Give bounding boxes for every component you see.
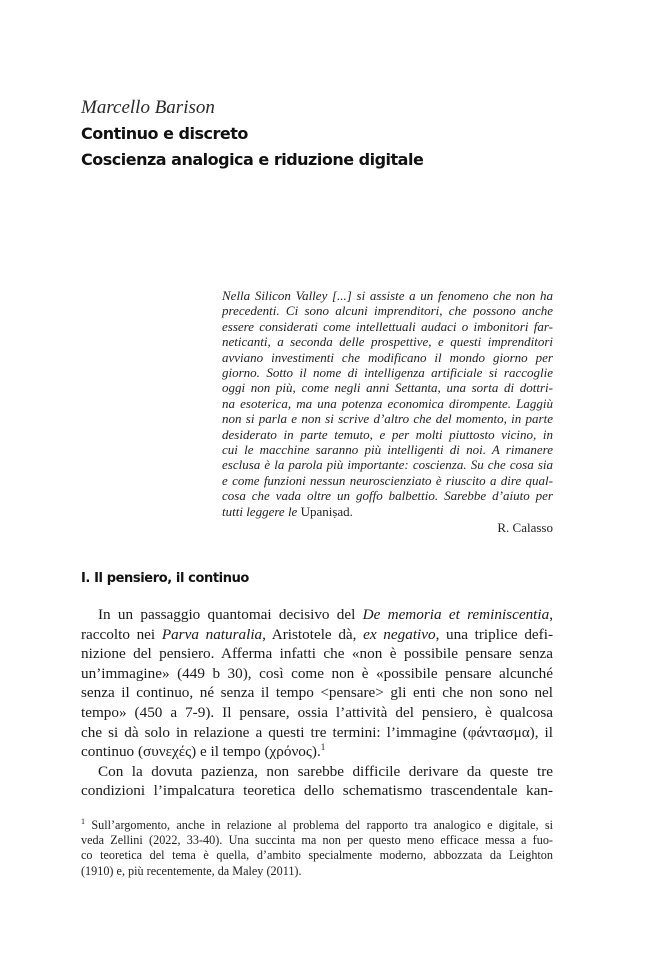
footnote-line: co teoretica del tema è quella, d’ambito specialmente moderno, abbozzata da Leighton — [81, 848, 553, 863]
epigraph-line: esclusa è la parola più importante: coscienza. Su che cosa sia — [222, 457, 553, 473]
body-line: Con la dovuta pazienza, non sarebbe difficile derivare da queste tre — [98, 762, 553, 780]
epigraph-line: non si parla e non si scrive d’altro che del momento, in parte — [222, 411, 553, 427]
epigraph-attribution: R. Calasso — [497, 520, 553, 535]
latin-phrase: ex negativo — [363, 625, 436, 643]
epigraph-line: essere considerati come intellettuali audaci o imbonitori far- — [222, 318, 553, 334]
body-line: condizioni l’impalcatura teoretica dello schematismo trascendentale kan- — [81, 782, 553, 800]
body-line: tempo» (450 a 7-9). Il pensare, ossia l’attività del pensiero, è qualcosa — [81, 703, 553, 721]
epigraph-line: giorno. Sotto il nome di intelligenza artificiale si raccoglie — [222, 365, 553, 381]
footnote — [81, 818, 553, 879]
epigraph-line: e come funzioni nessun neuroscienziato è riuscito a dire qual- — [222, 472, 553, 488]
body-text: , — [549, 606, 553, 623]
book-title: Parva naturalia — [161, 625, 263, 643]
footnote-marker: 1 — [81, 817, 85, 826]
epigraph-line: avviano investimenti che modificano il mondo giorno per — [222, 349, 553, 365]
body-line — [81, 742, 553, 762]
footnote-line: (1910) e, più recentemente, da Maley (2011). — [81, 863, 302, 878]
body-line — [81, 605, 553, 625]
chapter-title: Continuo e discreto — [81, 124, 248, 143]
body-text: continuo (συνεχές) e il tempo (χρόνος). — [81, 743, 321, 761]
body-line: senza il continuo, né senza il tempo <pensare> gli enti che non sono nel — [81, 684, 553, 702]
epigraph-line: oggi non più, come negli anni Settanta, una sorta di dottri- — [222, 380, 553, 396]
epigraph-quote — [222, 288, 553, 519]
chapter-subtitle: Coscienza analogica e riduzione digitale — [81, 150, 424, 169]
section-heading: I. Il pensiero, il continuo — [81, 571, 249, 586]
body-line: nizione del pensiero. Afferma infatti che «non è possibile pensare senza — [81, 645, 553, 663]
epigraph-line: neticanti, a seconda delle prospettive, e questi imprenditori — [222, 334, 553, 350]
epigraph-line: precedenti. Ci sono alcuni imprenditori, che possono anche — [222, 303, 553, 319]
epigraph-line: na esoterica, ma una potenza economica dirompente. Laggiù — [222, 395, 553, 411]
epigraph-line: Nella Silicon Valley [...] si assiste a un fenomeno che non ha — [222, 288, 553, 303]
epigraph-line: cosa che vada oltre un goffo balbettio. Sarebbe d’aiuto per — [222, 488, 553, 504]
epigraph-line: cui le macchine saranno più intelligenti di noi. A rimanere — [222, 442, 553, 458]
author-name: Marcello Barison — [81, 97, 215, 118]
footnote-reference[interactable]: 1 — [320, 742, 326, 753]
page — [81, 0, 553, 956]
footnote-text: Sull’argomento, anche in relazione al problema del rapporto tra analogico e digitale, si — [85, 818, 553, 832]
epigraph-text: tutti leggere le — [222, 503, 301, 519]
body-text: , Aristotele dà, — [262, 625, 364, 643]
body-line — [81, 625, 553, 645]
body-text: In un passaggio quantomai decisivo del — [98, 606, 363, 623]
body-line: che si dà solo in relazione a questi tre termini: l’immagine (φάντασμα), il — [81, 723, 553, 741]
book-title: De memoria et reminiscentia — [362, 606, 550, 623]
epigraph-line — [222, 504, 553, 519]
epigraph-line: desiderato in parte temuto, e per molti piuttosto vicino, in — [222, 426, 553, 442]
body-text: raccolto nei — [81, 625, 162, 643]
epigraph-text: Upaniṣad. — [300, 503, 353, 519]
body-line: un’immagine» (449 b 30), così come non è «possibile pensare alcunché — [81, 664, 553, 682]
body-text: , una triplice defi- — [435, 625, 554, 643]
footnote-line — [81, 818, 553, 833]
footnote-line: veda Zellini (2022, 33-40). Una succinta ma non per questo meno efficace messa a fuo- — [81, 833, 553, 848]
body-text — [81, 605, 553, 801]
